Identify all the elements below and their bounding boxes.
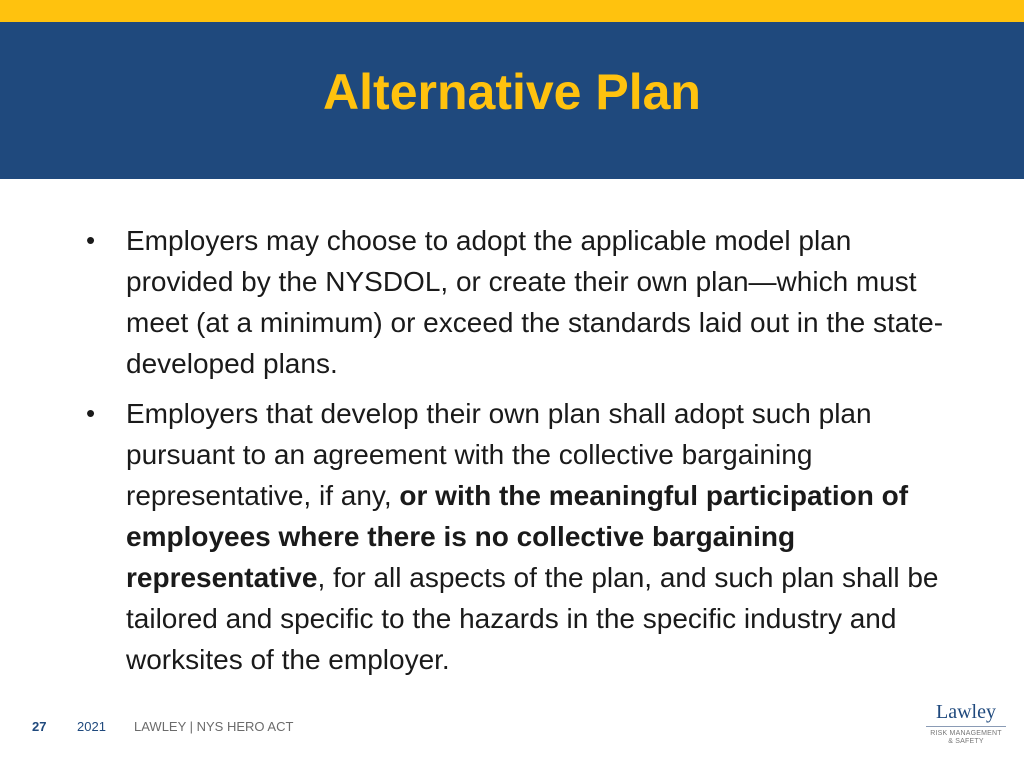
lawley-logo bbox=[920, 700, 1012, 746]
bullet-list bbox=[86, 220, 946, 689]
page-number: 27 bbox=[32, 719, 47, 734]
bullet-item-1 bbox=[86, 220, 946, 384]
top-accent-stripe bbox=[0, 0, 1024, 22]
logo-name: Lawley bbox=[936, 701, 996, 723]
bullet-text: Employers may choose to adopt the applicable model plan provided by the NYSDOL, or create their own plan—which must meet (at a minimum) or exceed the standards laid out in the state-developed plans. bbox=[126, 225, 944, 379]
footer-label: LAWLEY | NYS HERO ACT bbox=[134, 719, 294, 734]
bullet-text-before: Employers that develop their own plan shall adopt such plan pursuant to an agreement with the collective bargaining representative, if any, bbox=[126, 398, 872, 511]
bullet-item-2 bbox=[86, 393, 946, 680]
logo-divider bbox=[926, 726, 1006, 727]
slide-title: Alternative Plan bbox=[323, 64, 701, 120]
bullet-marker: • bbox=[86, 398, 96, 428]
logo-subtitle-line-1: RISK MANAGEMENT bbox=[930, 730, 1002, 737]
bullet-text-bold: or with the meaningful participation of employees where there is no collective bargaining representative bbox=[126, 480, 909, 593]
logo-subtitle-line-2: & SAFETY bbox=[948, 738, 984, 745]
footer-year: 2021 bbox=[77, 719, 106, 734]
bullet-text-after: , for all aspects of the plan, and such plan shall be tailored and specific to the hazards in the specific industry and worksites of the employer. bbox=[126, 562, 939, 675]
bullet-marker: • bbox=[86, 225, 96, 255]
